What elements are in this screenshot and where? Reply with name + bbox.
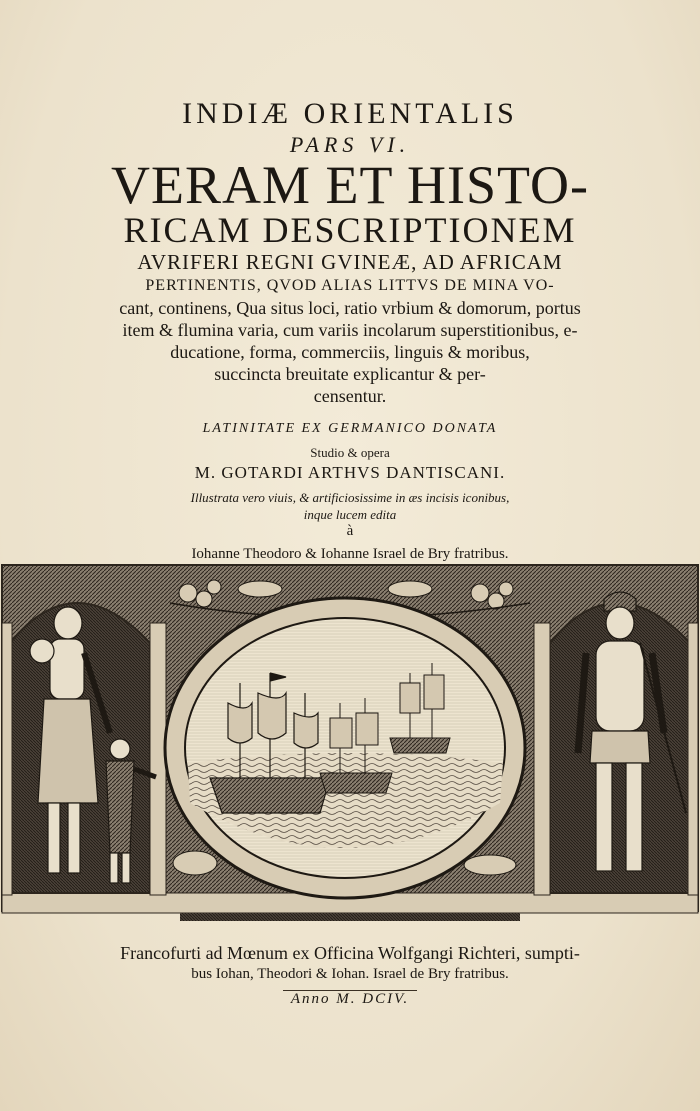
author-line: M. GOTARDI ARTHVS DANTISCANI.: [194, 463, 506, 482]
description-line: item & flumina varia, cum variis incolarum superstitionibus, e-: [122, 320, 578, 340]
a-line: à: [346, 523, 354, 539]
engraving-illustration: [0, 563, 700, 923]
title-line-1: INDIÆ ORIENTALIS: [182, 97, 518, 130]
title-block: [0, 96, 700, 563]
publishers-line: Iohanne Theodoro & Iohanne Israel de Bry fratribus.: [191, 546, 509, 562]
title-line-2: PARS VI.: [289, 132, 411, 157]
imprint-block: [0, 942, 700, 1008]
title-line-5: AVRIFERI REGNI GVINEÆ, AD AFRICAM: [137, 250, 563, 274]
illustrata-line-1: Illustrata vero viuis, & artificiosissime in æs incisis iconibus,: [190, 490, 510, 505]
imprint-line-2: bus Iohan, Theodori & Iohan. Israel de Bry fratribus.: [191, 966, 509, 982]
illustrata-line-2: inque lucem edita: [303, 507, 397, 522]
imprint-line-1: Francofurti ad Mœnum ex Officina Wolfgangi Richteri, sumpti-: [120, 943, 580, 963]
description-line: censentur.: [313, 386, 387, 406]
description-line: succincta breuitate explicantur & per-: [214, 364, 486, 384]
studio-line: Studio & opera: [310, 445, 390, 460]
latinitate-line: LATINITATE EX GERMANICO DONATA: [202, 421, 498, 436]
description-line: ducatione, forma, commerciis, linguis & moribus,: [170, 342, 530, 362]
description-body: [0, 297, 700, 407]
title-line-3: VERAM ET HISTO-: [110, 155, 589, 215]
title-line-4: RICAM DESCRIPTIONEM: [123, 210, 577, 250]
imprint-year: Anno M. DCIV.: [283, 990, 417, 1008]
title-line-6: PERTINENTIS, QVOD ALIAS LITTVS DE MINA VO-: [145, 277, 555, 294]
description-line: cant, continens, Qua situs loci, ratio vrbium & domorum, portus: [119, 298, 581, 318]
